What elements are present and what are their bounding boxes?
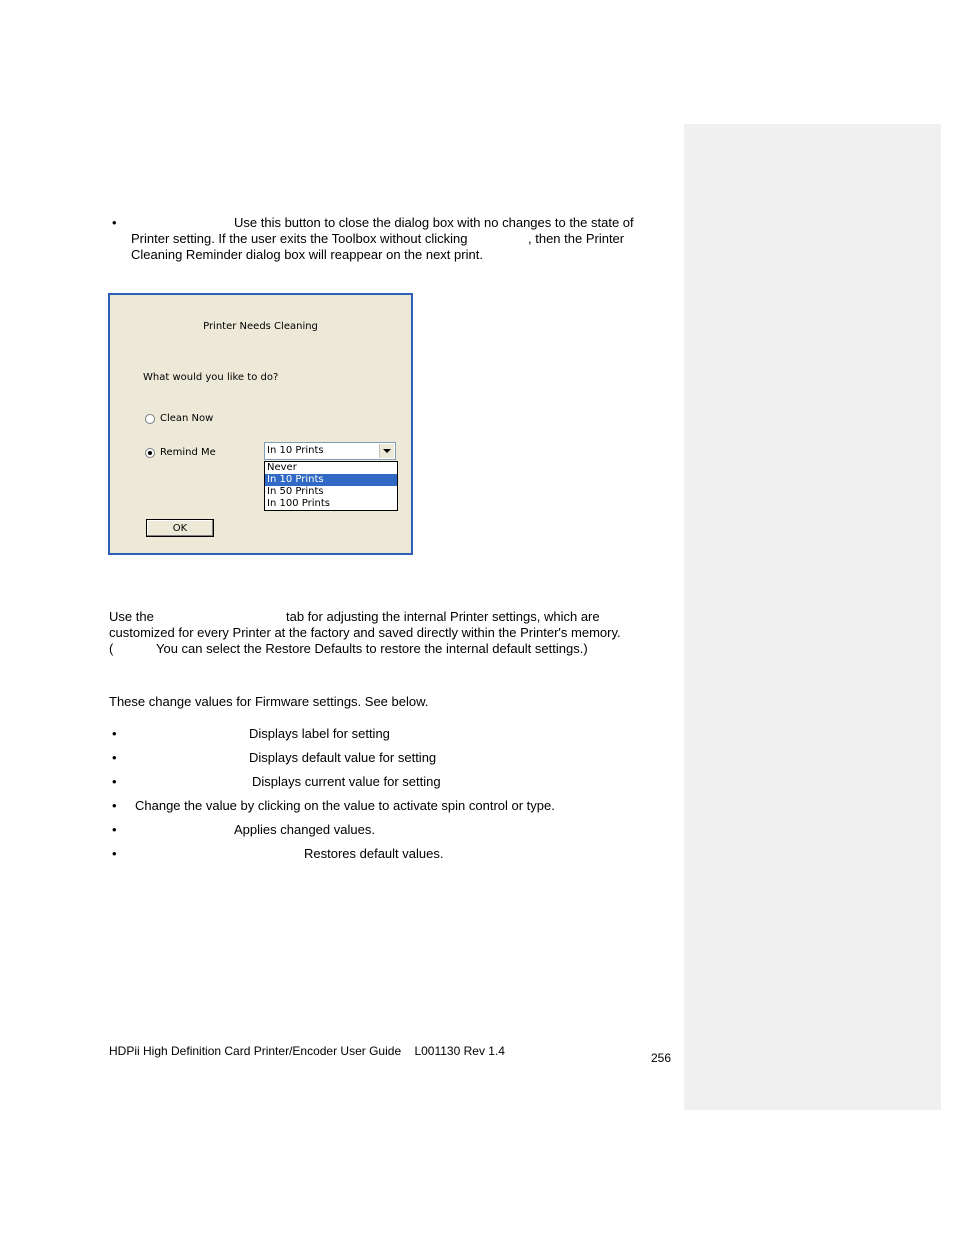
intro-line-3: Cleaning Reminder dialog box will reappear on the next print. [131,247,483,262]
bullet-restore: Restores default values. [304,846,444,861]
remind-me-label: Remind Me [160,447,216,458]
bullet-glyph: • [112,822,117,837]
chevron-down-icon[interactable] [379,444,394,458]
page-number: 256 [651,1051,672,1065]
bullet-glyph: • [112,750,117,765]
option-never[interactable]: Never [267,462,297,473]
option-in-100-prints[interactable]: In 100 Prints [267,498,330,509]
bullet-default: Displays default value for setting [249,750,437,765]
ok-button[interactable]: OK [146,519,214,537]
clean-now-radio[interactable] [145,414,155,424]
bullet-glyph: • [112,726,117,741]
intro-line-2b: , then the Printer [528,231,625,246]
intro-line-2a: Printer setting. If the user exits the Toolbox without clicking [131,231,468,246]
bullet-label: Displays label for setting [249,726,390,741]
bullet-change: Change the value by clicking on the value to activate spin control or type. [135,798,555,813]
remind-interval-select[interactable] [264,442,396,460]
comment-pane [684,124,941,1110]
clean-now-label: Clean Now [160,413,214,424]
bullet-glyph: • [112,798,117,813]
tab-para-line-3b: You can select the Restore Defaults to restore the internal default settings.) [156,641,588,656]
bullet-glyph: • [112,846,117,861]
tab-para-line-1b: tab for adjusting the internal Printer settings, which are [286,609,600,624]
remind-interval-list [264,461,398,511]
remind-interval-value: In 10 Prints [267,445,324,456]
tab-para-line-1a: Use the [109,609,154,624]
remind-me-radio[interactable] [145,448,155,458]
tab-para-line-3a: ( [109,641,114,656]
bullet-glyph: • [112,215,117,230]
bullet-glyph: • [112,774,117,789]
printer-cleaning-dialog [108,293,413,555]
footer-guide: HDPii High Definition Card Printer/Encoder User Guide L001130 Rev 1.4 [109,1044,505,1058]
dialog-title: Printer Needs Cleaning [203,321,318,332]
firmware-intro: These change values for Firmware settings. See below. [109,694,429,709]
intro-line-1: Use this button to close the dialog box with no changes to the state of [234,215,634,230]
tab-para-line-2: customized for every Printer at the factory and saved directly within the Printer's memory. [109,625,621,640]
option-in-50-prints[interactable]: In 50 Prints [267,486,324,497]
option-in-10-prints[interactable]: In 10 Prints [265,474,397,486]
bullet-current: Displays current value for setting [252,774,441,789]
dialog-question: What would you like to do? [143,372,279,383]
bullet-apply: Applies changed values. [234,822,375,837]
